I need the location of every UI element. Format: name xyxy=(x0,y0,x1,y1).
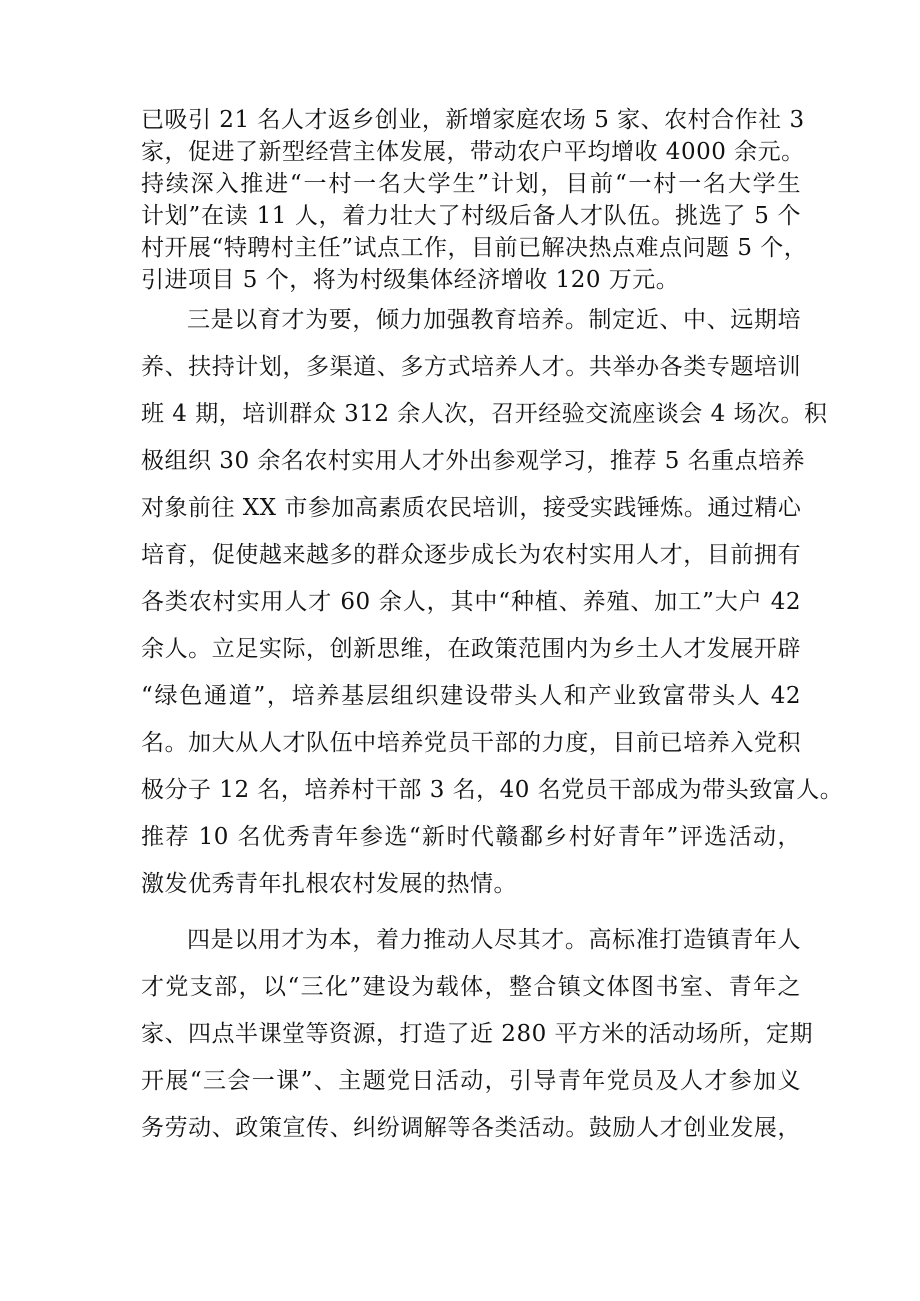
text-line: 引进项目 5 个，将为村级集体经济增收 120 万元。 xyxy=(141,267,680,293)
text-line: 持续深入推进“一村一名大学生”计划，目前“一村一名大学生 xyxy=(141,171,801,197)
text-line: 计划”在读 11 人，着力壮大了村级后备人才队伍。挑选了 5 个 xyxy=(141,203,801,229)
text-line: 养、扶持计划，多渠道、多方式培养人才。共举办各类专题培训 xyxy=(141,354,801,380)
text-line: 才党支部，以“三化”建设为载体，整合镇文体图书室、青年之 xyxy=(141,974,801,1000)
text-line: 激发优秀青年扎根农村发展的热情。 xyxy=(141,871,517,897)
text-line: 余人。立足实际，创新思维，在政策范围内为乡土人才发展开辟 xyxy=(141,636,801,662)
text-line: 村开展“特聘村主任”试点工作，目前已解决热点难点问题 5 个， xyxy=(141,235,808,261)
text-line: “绿色通道”，培养基层组织建设带头人和产业致富带头人 42 xyxy=(141,683,801,709)
text-line: 各类农村实用人才 60 余人，其中“种植、养殖、加工”大户 42 xyxy=(141,589,801,615)
text-line: 极组织 30 余名农村实用人才外出参观学习，推荐 5 名重点培养 xyxy=(141,448,806,474)
text-line: 极分子 12 名，培养村干部 3 名，40 名党员干部成为带头致富人。 xyxy=(141,777,844,803)
text-line: 家、四点半课堂等资源，打造了近 280 平方米的活动场所，定期 xyxy=(141,1021,814,1047)
text-line: 推荐 10 名优秀青年参选“新时代赣鄱乡村好青年”评选活动， xyxy=(141,824,801,850)
text-line: 对象前往 XX 市参加高素质农民培训，接受实践锤炼。通过精心 xyxy=(141,495,802,521)
text-line: 家，促进了新型经营主体发展，带动农户平均增收 4000 余元。 xyxy=(141,139,805,165)
text-line: 四是以用才为本，着力推动人尽其才。高标准打造镇青年人 xyxy=(187,927,801,953)
text-line: 班 4 期，培训群众 312 余人次，召开经验交流座谈会 4 场次。积 xyxy=(141,401,828,427)
text-line: 已吸引 21 名人才返乡创业，新增家庭农场 5 家、农村合作社 3 xyxy=(141,107,805,133)
text-line: 务劳动、政策宣传、纠纷调解等各类活动。鼓励人才创业发展， xyxy=(141,1115,801,1141)
text-line: 培育，促使越来越多的群众逐步成长为农村实用人才，目前拥有 xyxy=(141,542,801,568)
text-line: 开展“三会一课”、主题党日活动，引导青年党员及人才参加义 xyxy=(141,1068,801,1094)
text-line: 三是以育才为要，倾力加强教育培养。制定近、中、远期培 xyxy=(187,307,801,333)
text-line: 名。加大从人才队伍中培养党员干部的力度，目前已培养入党积 xyxy=(141,730,801,756)
